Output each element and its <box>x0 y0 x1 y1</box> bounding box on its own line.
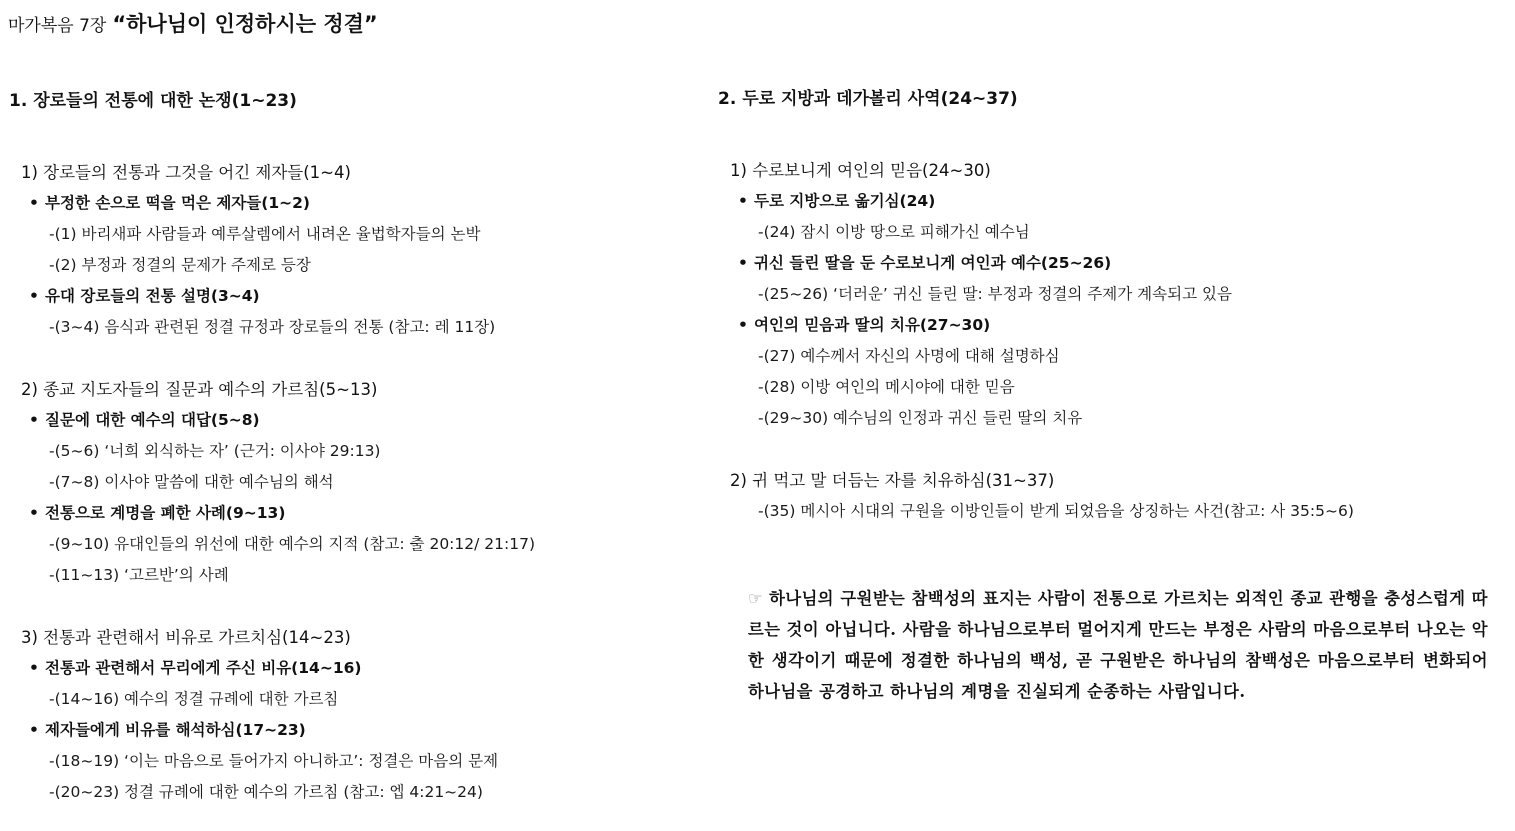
subsection-title: 2) 종교 지도자들의 질문과 예수의 가르침(5~13) <box>21 380 378 399</box>
bullet-dot-icon: • <box>29 194 39 212</box>
section-title-1: 1. 장로들의 전통에 대한 논쟁(1~23) <box>9 91 297 111</box>
chapter-theme: “하나님이 인정하시는 정결” <box>112 12 378 36</box>
bullet-heading: • 전통과 관련해서 무리에게 주신 비유(14~16) <box>9 653 699 684</box>
list-item: -(9~10) 유대인들의 위선에 대한 예수의 지적 (참고: 출 20:12/ 21:17) <box>49 535 535 553</box>
bullet-heading: • 질문에 대한 예수의 대답(5~8) <box>9 405 699 436</box>
list-item: -(14~16) 예수의 정결 규례에 대한 가르침 <box>49 690 339 708</box>
bullet-heading: • 부정한 손으로 떡을 먹은 제자들(1~2) <box>9 188 699 219</box>
bullet-heading: • 귀신 들린 딸을 둔 수로보니게 여인과 예수(25~26) <box>718 248 1508 279</box>
page-title <box>8 8 378 38</box>
bullet-heading: • 유대 장로들의 전통 설명(3~4) <box>9 281 699 312</box>
list-item: -(24) 잠시 이방 땅으로 피해가신 예수님 <box>758 223 1030 241</box>
list-item: -(25~26) ‘더러운’ 귀신 들린 딸: 부정과 정결의 주제가 계속되고 있음 <box>758 285 1232 303</box>
bullet-dot-icon: • <box>29 721 39 739</box>
summary-note-text: 하나님의 구원받는 참백성의 표지는 사람이 전통으로 가르치는 외적인 종교 관행을 충성스럽게 따르는 것이 아닙니다. 사람을 하나님으로부터 멀어지게 만드는 부정은 사람의 마음으로부터 나오는 악한 생각이기 때문에 정결한 하나님의 백성, 곧 구원받은 하나님의 참백성은 마음으로부터 변화되어 하나님을 공경하고 하나님의 계명을 진실되게 순종하는 사람입니다. <box>748 589 1488 701</box>
list-item: -(1) 바리새파 사람들과 예루살렘에서 내려온 율법학자들의 논박 <box>49 225 481 243</box>
list-item: -(3~4) 음식과 관련된 정결 규정과 장로들의 전통 (참고: 레 11장) <box>49 318 496 336</box>
bullet-dot-icon: • <box>738 316 748 334</box>
list-item: -(11~13) ‘고르반’의 사례 <box>49 566 229 584</box>
subsection-title: 2) 귀 먹고 말 더듬는 자를 치유하심(31~37) <box>730 471 1055 490</box>
pointing-hand-icon: ☞ <box>748 589 764 608</box>
left-column <box>9 86 699 808</box>
bullet-dot-icon: • <box>29 411 39 429</box>
bullet-dot-icon: • <box>738 192 748 210</box>
bullet-heading: • 전통으로 계명을 폐한 사례(9~13) <box>9 498 699 529</box>
bullet-heading: • 여인의 믿음과 딸의 치유(27~30) <box>718 310 1508 341</box>
bullet-dot-icon: • <box>738 254 748 272</box>
subsection-title: 1) 수로보니게 여인의 믿음(24~30) <box>730 161 991 180</box>
list-item: -(18~19) ‘이는 마음으로 들어가지 아니하고’: 정결은 마음의 문제 <box>49 752 499 770</box>
summary-note <box>748 583 1488 707</box>
subsection-title: 3) 전통과 관련해서 비유로 가르치심(14~23) <box>21 628 351 647</box>
bullet-heading: • 제자들에게 비유를 해석하심(17~23) <box>9 715 699 746</box>
list-item: -(7~8) 이사야 말씀에 대한 예수님의 해석 <box>49 473 334 491</box>
list-item: -(28) 이방 여인의 메시야에 대한 믿음 <box>758 378 1015 396</box>
bullet-dot-icon: • <box>29 504 39 522</box>
section-title-2: 2. 두로 지방과 데가볼리 사역(24~37) <box>718 89 1018 109</box>
subsection-title: 1) 장로들의 전통과 그것을 어긴 제자들(1~4) <box>21 163 351 182</box>
list-item: -(20~23) 정결 규례에 대한 예수의 가르침 (참고: 엡 4:21~24) <box>49 783 483 801</box>
bullet-heading: • 두로 지방으로 옮기심(24) <box>718 186 1508 217</box>
list-item: -(2) 부정과 정결의 문제가 주제로 등장 <box>49 256 311 274</box>
bullet-dot-icon: • <box>29 659 39 677</box>
list-item: -(29~30) 예수님의 인정과 귀신 들린 딸의 치유 <box>758 409 1083 427</box>
right-column <box>718 84 1508 527</box>
list-item: -(5~6) ‘너희 외식하는 자’ (근거: 이사야 29:13) <box>49 442 381 460</box>
list-item: -(35) 메시아 시대의 구원을 이방인들이 받게 되었음을 상징하는 사건(참고: 사 35:5~6) <box>758 502 1354 520</box>
chapter-label: 마가복음 7장 <box>8 16 107 36</box>
list-item: -(27) 예수께서 자신의 사명에 대해 설명하심 <box>758 347 1060 365</box>
bullet-dot-icon: • <box>29 287 39 305</box>
